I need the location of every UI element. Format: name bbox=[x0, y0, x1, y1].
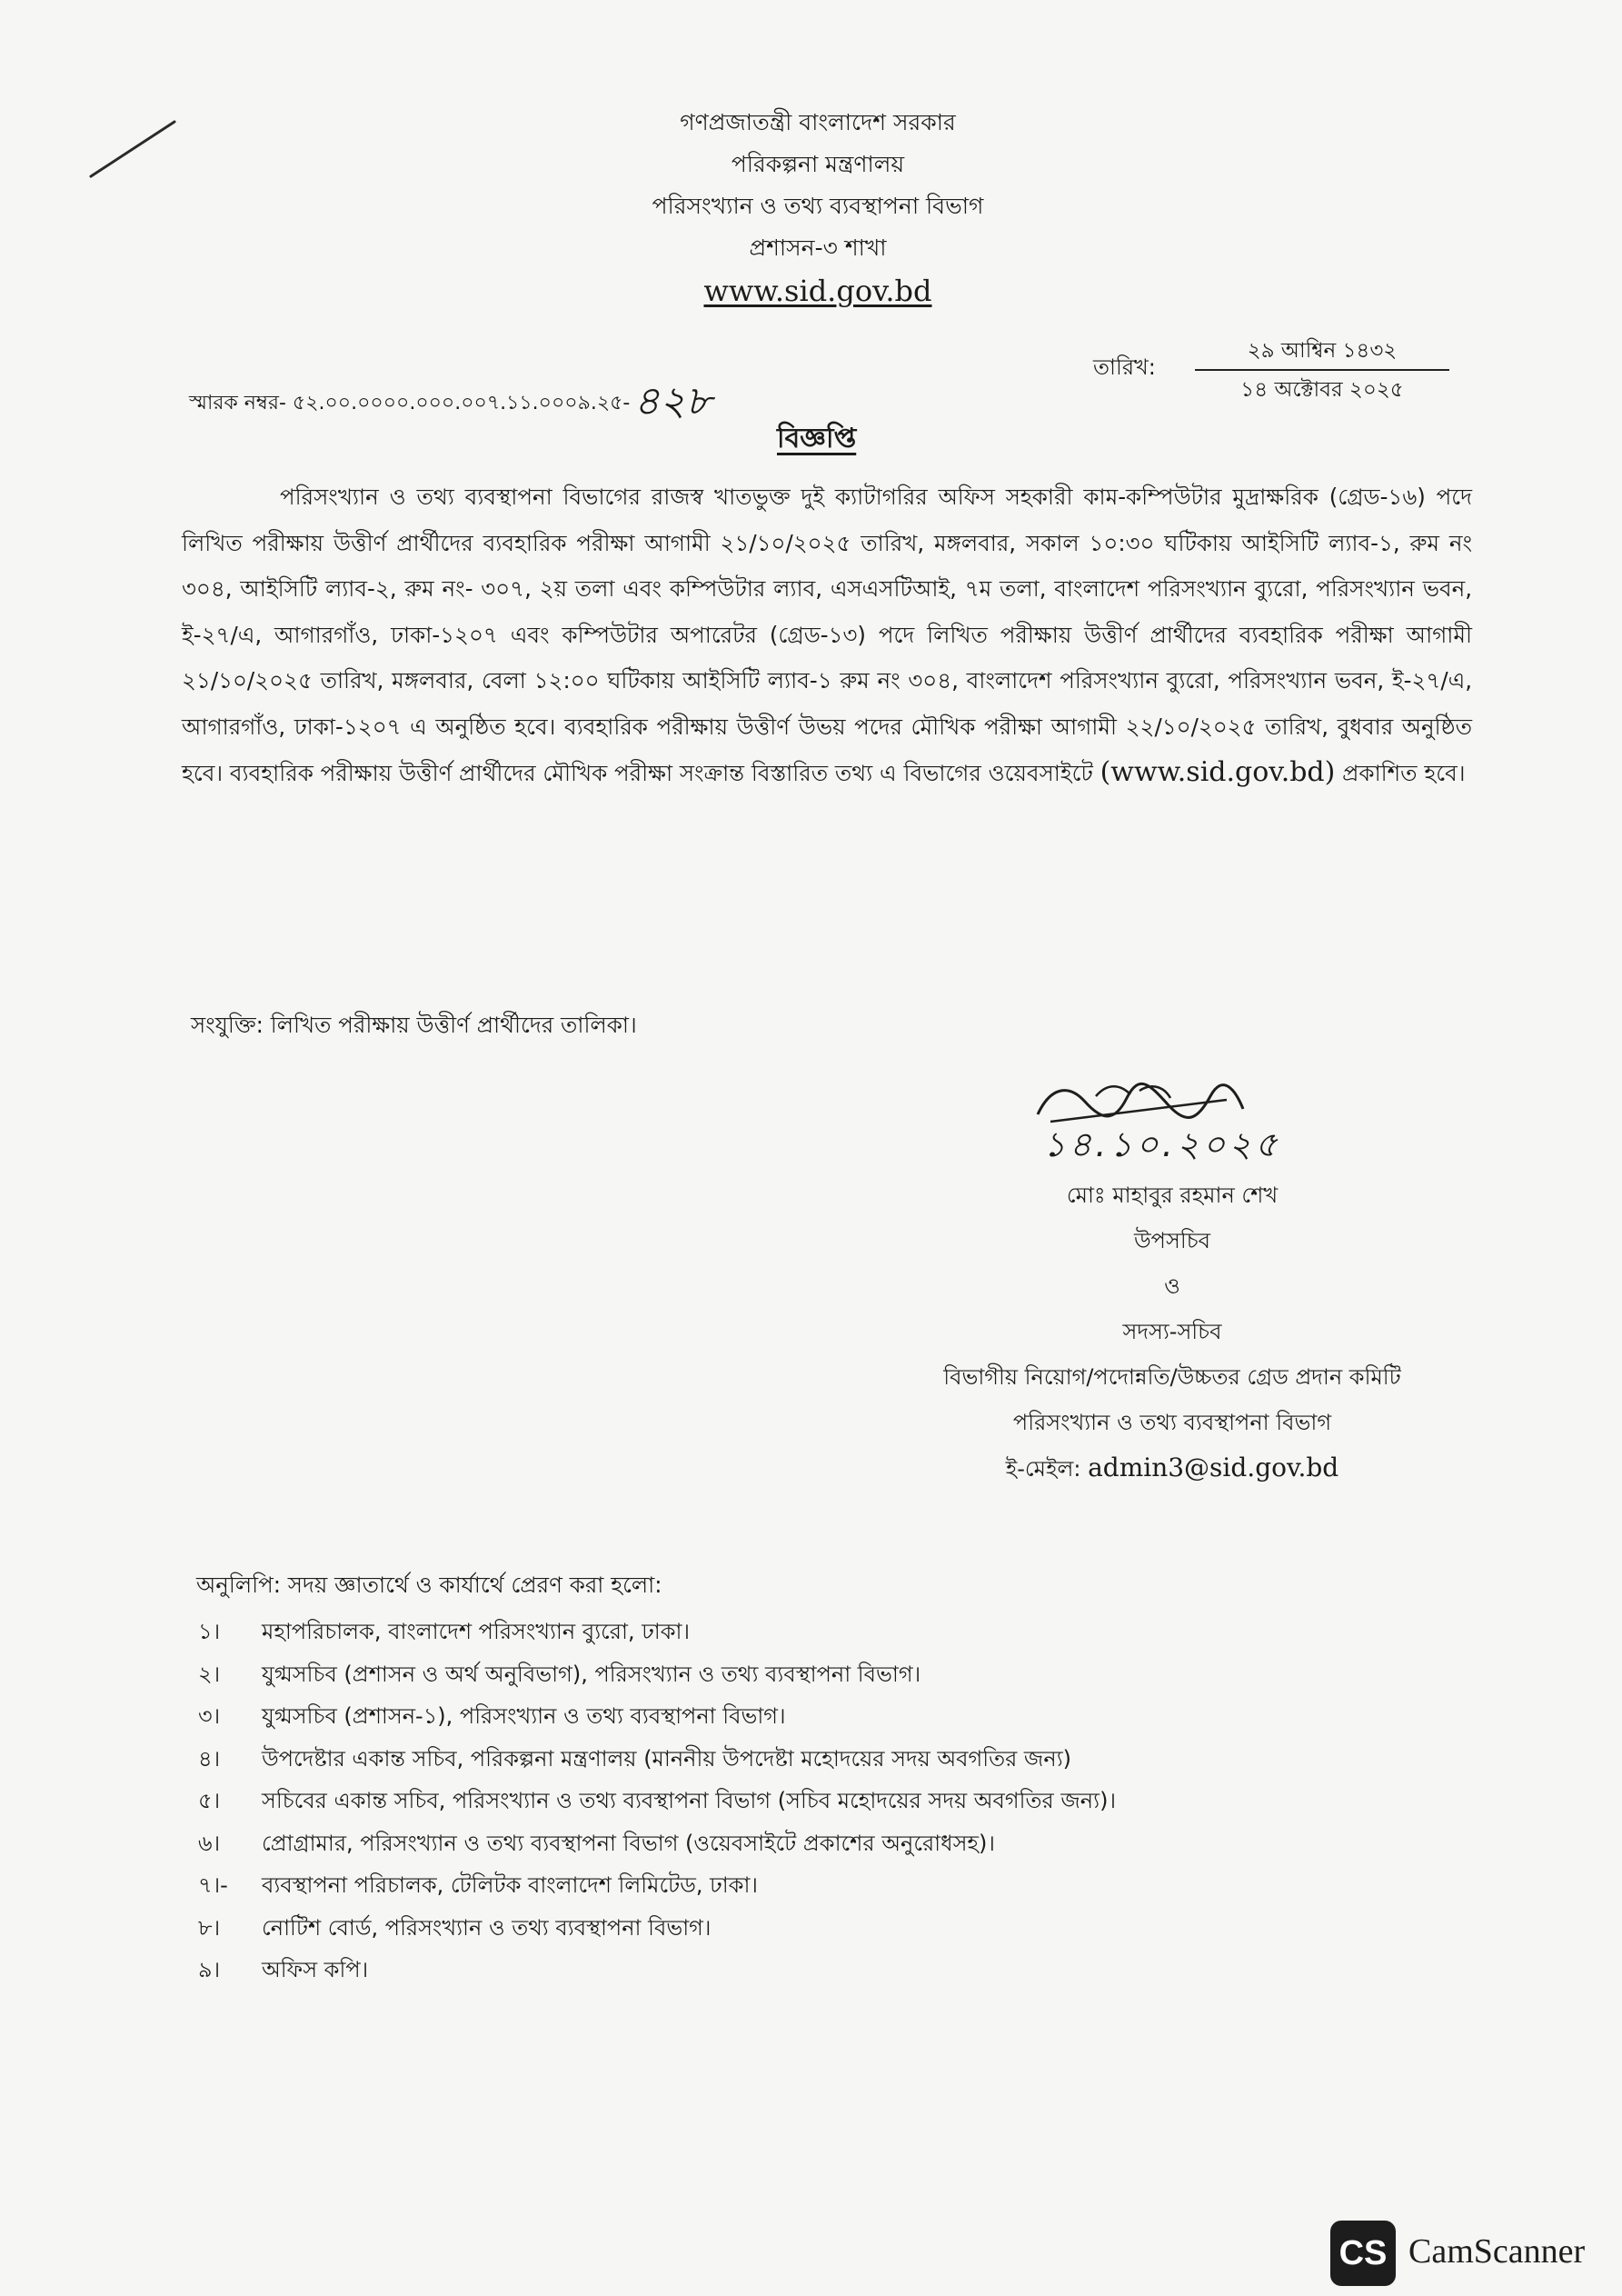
list-item-text: যুগ্মসচিব (প্রশাসন-১), পরিসংখ্যান ও তথ্য ব্যবস্থাপনা বিভাগ। bbox=[262, 1703, 786, 1729]
camscanner-watermark: CamScanner bbox=[1408, 2232, 1586, 2271]
list-item-number: ৭।- bbox=[198, 1872, 228, 1898]
list-item-text: যুগ্মসচিব (প্রশাসন ও অর্থ অনুবিভাগ), পরিসংখ্যান ও তথ্য ব্যবস্থাপনা বিভাগ। bbox=[262, 1661, 921, 1687]
list-item-text: নোটিশ বোর্ড, পরিসংখ্যান ও তথ্য ব্যবস্থাপনা বিভাগ। bbox=[262, 1914, 711, 1941]
list-item bbox=[198, 1907, 1379, 1950]
letterhead-ministry: পরিকল্পনা মন্ত্রণালয় bbox=[731, 151, 905, 177]
notice-title: বিজ্ঞপ্তি bbox=[777, 423, 857, 454]
attachment-line: সংযুক্তি: লিখিত পরীক্ষায় উত্তীর্ণ প্রার্থীদের তালিকা। bbox=[191, 1012, 637, 1038]
signatory-line: পরিসংখ্যান ও তথ্য ব্যবস্থাপনা বিভাগ bbox=[1012, 1410, 1332, 1435]
list-item-text: ব্যবস্থাপনা পরিচালক, টেলিটক বাংলাদেশ লিমিটেড, ঢাকা। bbox=[262, 1872, 759, 1898]
signature-date: ১৪.১০.২০২৫ bbox=[1043, 1124, 1281, 1164]
signatory-line: বিভাগীয় নিয়োগ/পদোন্নতি/উচ্চতর গ্রেড প্রদান কমিটি bbox=[943, 1364, 1401, 1390]
notice-body bbox=[182, 474, 1472, 797]
list-item-number: ৪। bbox=[198, 1745, 221, 1772]
list-item-number: ৬। bbox=[198, 1830, 221, 1856]
copy-list bbox=[198, 1611, 1379, 1992]
date-label: তারিখ: bbox=[1093, 354, 1156, 380]
email-label: ই-মেইল: bbox=[1005, 1456, 1081, 1482]
list-item-number: ৫। bbox=[198, 1788, 221, 1813]
list-item bbox=[198, 1780, 1379, 1822]
signatory-line: ও bbox=[1164, 1273, 1180, 1299]
list-item bbox=[198, 1949, 1379, 1992]
date-english: ১৪ অক্টোবর ২০২৫ bbox=[1240, 378, 1404, 402]
list-item-number: ১। bbox=[198, 1619, 221, 1644]
list-item-number: ৯। bbox=[198, 1957, 221, 1982]
list-item-text: অফিস কপি। bbox=[262, 1957, 369, 1982]
signatory-line: সদস্য-সচিব bbox=[1122, 1319, 1222, 1344]
letterhead-government: গণপ্রজাতন্ত্রী বাংলাদেশ সরকার bbox=[680, 109, 956, 135]
list-item-text: উপদেষ্টার একান্ত সচিব, পরিকল্পনা মন্ত্রণালয় (মাননীয় উপদেষ্টা মহোদয়ের সদয় অবগতির জন্য) bbox=[262, 1745, 1072, 1772]
signatory-block bbox=[891, 1173, 1454, 1492]
copy-list-title: অনুলিপি: সদয় জ্ঞাতার্থে ও কার্যার্থে প্রেরণ করা হলো: bbox=[196, 1572, 662, 1598]
list-item-number: ২। bbox=[198, 1661, 221, 1687]
signatory-name: মোঃ মাহাবুর রহমান শেখ bbox=[1066, 1183, 1279, 1208]
memo-number-text: স্মারক নম্বর- ৫২.০০.০০০০.০০০.০০৭.১১.০০০৯.২৫- bbox=[189, 392, 631, 414]
camscanner-logo-icon: CS bbox=[1330, 2221, 1396, 2286]
list-item bbox=[198, 1738, 1379, 1781]
date-bangla: ২৯ আশ্বিন ১৪৩২ bbox=[1195, 333, 1449, 371]
list-item-text: মহাপরিচালক, বাংলাদেশ পরিসংখ্যান ব্যুরো, ঢাকা। bbox=[262, 1619, 691, 1644]
letterhead-website[interactable]: www.sid.gov.bd bbox=[703, 274, 932, 308]
notice-body-website[interactable]: (www.sid.gov.bd) bbox=[1100, 756, 1336, 788]
memo-number-handwritten: ৪২৮ bbox=[633, 378, 712, 424]
letterhead bbox=[563, 102, 1072, 313]
notice-body-end: প্রকাশিত হবে। bbox=[1342, 760, 1466, 786]
date-box bbox=[1195, 333, 1449, 409]
list-item bbox=[198, 1653, 1379, 1696]
list-item bbox=[198, 1611, 1379, 1653]
pen-stroke-mark bbox=[87, 116, 178, 180]
letterhead-division: পরিসংখ্যান ও তথ্য ব্যবস্থাপনা বিভাগ bbox=[652, 193, 984, 219]
list-item bbox=[198, 1864, 1379, 1907]
signatory-email-row bbox=[891, 1445, 1454, 1492]
list-item-number: ৩। bbox=[198, 1703, 221, 1729]
email-link[interactable]: admin3@sid.gov.bd bbox=[1088, 1452, 1339, 1482]
list-item-text: সচিবের একান্ত সচিব, পরিসংখ্যান ও তথ্য ব্যবস্থাপনা বিভাগ (সচিব মহোদয়ের সদয় অবগতির জন্য)। bbox=[262, 1788, 1117, 1813]
list-item-number: ৮। bbox=[198, 1914, 221, 1941]
list-item bbox=[198, 1695, 1379, 1738]
notice-body-text: পরিসংখ্যান ও তথ্য ব্যবস্থাপনা বিভাগের রাজস্ব খাতভুক্ত দুই ক্যাটাগরির অফিস সহকারী কাম-কম্পিউটার মুদ্রাক্ষরিক (গ্রেড-১৬) পদে লিখিত পরীক্ষায় উত্তীর্ণ প্রার্থীদের ব্যবহারিক পরীক্ষা আগামী ২১/১০/২০২৫ তারিখ, মঙ্গলবার, সকাল ১০:৩০ ঘটিকায় আইসিটি ল্যাব-১, রুম নং ৩০৪, আইসিটি ল্যাব-২, রুম নং- ৩০৭, ২য় তলা এবং কম্পিউটার ল্যাব, এসএসটিআই, ৭ম তলা, বাংলাদেশ পরিসংখ্যান ব্যুরো, পরিসংখ্যান ভবন, ই-২৭/এ, আগারগাঁও, ঢাকা-১২০৭ এবং কম্পিউটার অপারেটর (গ্রেড-১৩) পদে লিখিত পরীক্ষায় উত্তীর্ণ প্রার্থীদের ব্যবহারিক পরীক্ষা আগামী ২১/১০/২০২৫ তারিখ, মঙ্গলবার, বেলা ১২:০০ ঘটিকায় আইসিটি ল্যাব-১ রুম নং ৩০৪, বাংলাদেশ পরিসংখ্যান ব্যুরো, পরিসংখ্যান ভবন, ই-২৭/এ, আগারগাঁও, ঢাকা-১২০৭ এ অনুষ্ঠিত হবে। ব্যবহারিক পরীক্ষায় উত্তীর্ণ উভয় পদের মৌখিক পরীক্ষা আগামী ২২/১০/২০২৫ তারিখ, বুধবার অনুষ্ঠিত হবে। ব্যবহারিক পরীক্ষায় উত্তীর্ণ প্রার্থীদের মৌখিক পরীক্ষা সংক্রান্ত বিস্তারিত তথ্য এ বিভাগের ওয়েবসাইটে bbox=[182, 484, 1472, 786]
letterhead-branch: প্রশাসন-৩ শাখা bbox=[749, 235, 887, 261]
signatory-line: উপসচিব bbox=[1133, 1228, 1211, 1253]
list-item-text: প্রোগ্রামার, পরিসংখ্যান ও তথ্য ব্যবস্থাপনা বিভাগ (ওয়েবসাইটে প্রকাশের অনুরোধসহ)। bbox=[262, 1830, 995, 1856]
list-item bbox=[198, 1822, 1379, 1865]
memo-number bbox=[189, 365, 711, 432]
